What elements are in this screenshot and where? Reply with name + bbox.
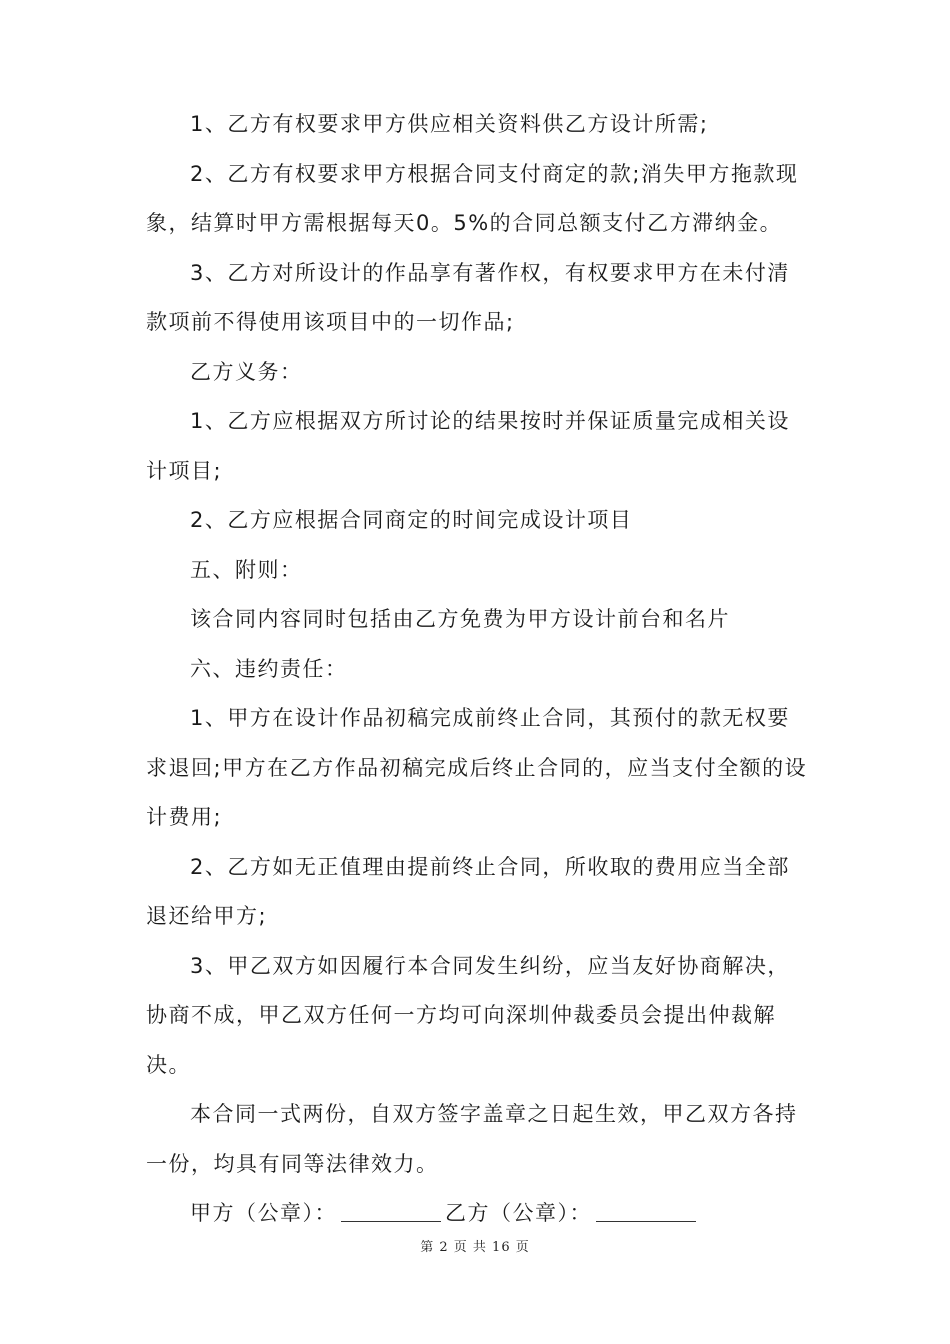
party-b-label: 乙方（公章）：	[445, 1201, 592, 1225]
paragraph: 1、甲方在设计作品初稿完成前终止合同，其预付的款无权要求退回;甲方在乙方作品初稿完成后终止合同的，应当支付全额的设计费用;	[146, 706, 808, 829]
document-body	[146, 100, 810, 1239]
paragraph: 3、甲乙双方如因履行本合同发生纠纷，应当友好协商解决，协商不成，甲乙双方任何一方均可向深圳仲裁委员会提出仲裁解决。	[146, 953, 790, 1077]
party-a-label: 甲方（公章）：	[190, 1201, 337, 1225]
paragraph: 本合同一式两份，自双方签字盖章之日起生效，甲乙双方各持一份，均具有同等法律效力。	[146, 1102, 798, 1176]
paragraph: 2、乙方如无正值理由提前终止合同，所收取的费用应当全部退还给甲方;	[146, 854, 790, 928]
paragraph: 2、乙方有权要求甲方根据合同支付商定的款;消失甲方拖款现象，结算时甲方需根据每天0。5%的合同总额支付乙方滞纳金。	[146, 161, 799, 235]
party-a-blank	[341, 1201, 441, 1222]
paragraph: 2、乙方应根据合同商定的时间完成设计项目	[190, 508, 633, 532]
section-heading: 六、违约责任：	[190, 656, 348, 681]
party-b-blank	[596, 1201, 696, 1222]
paragraph: 1、乙方有权要求甲方供应相关资料供乙方设计所需;	[190, 112, 709, 136]
section-heading: 五、附则：	[190, 557, 303, 582]
page-number: 第 2 页 共 16 页	[420, 1240, 530, 1255]
paragraph: 3、乙方对所设计的作品享有著作权，有权要求甲方在未付清款项前不得使用该项目中的一切作品;	[146, 260, 790, 334]
paragraph: 1、乙方应根据双方所讨论的结果按时并保证质量完成相关设计项目;	[146, 409, 790, 483]
signature-line	[146, 1189, 810, 1239]
paragraph: 该合同内容同时包括由乙方免费为甲方设计前台和名片	[190, 607, 730, 631]
section-heading: 乙方义务：	[190, 359, 303, 384]
